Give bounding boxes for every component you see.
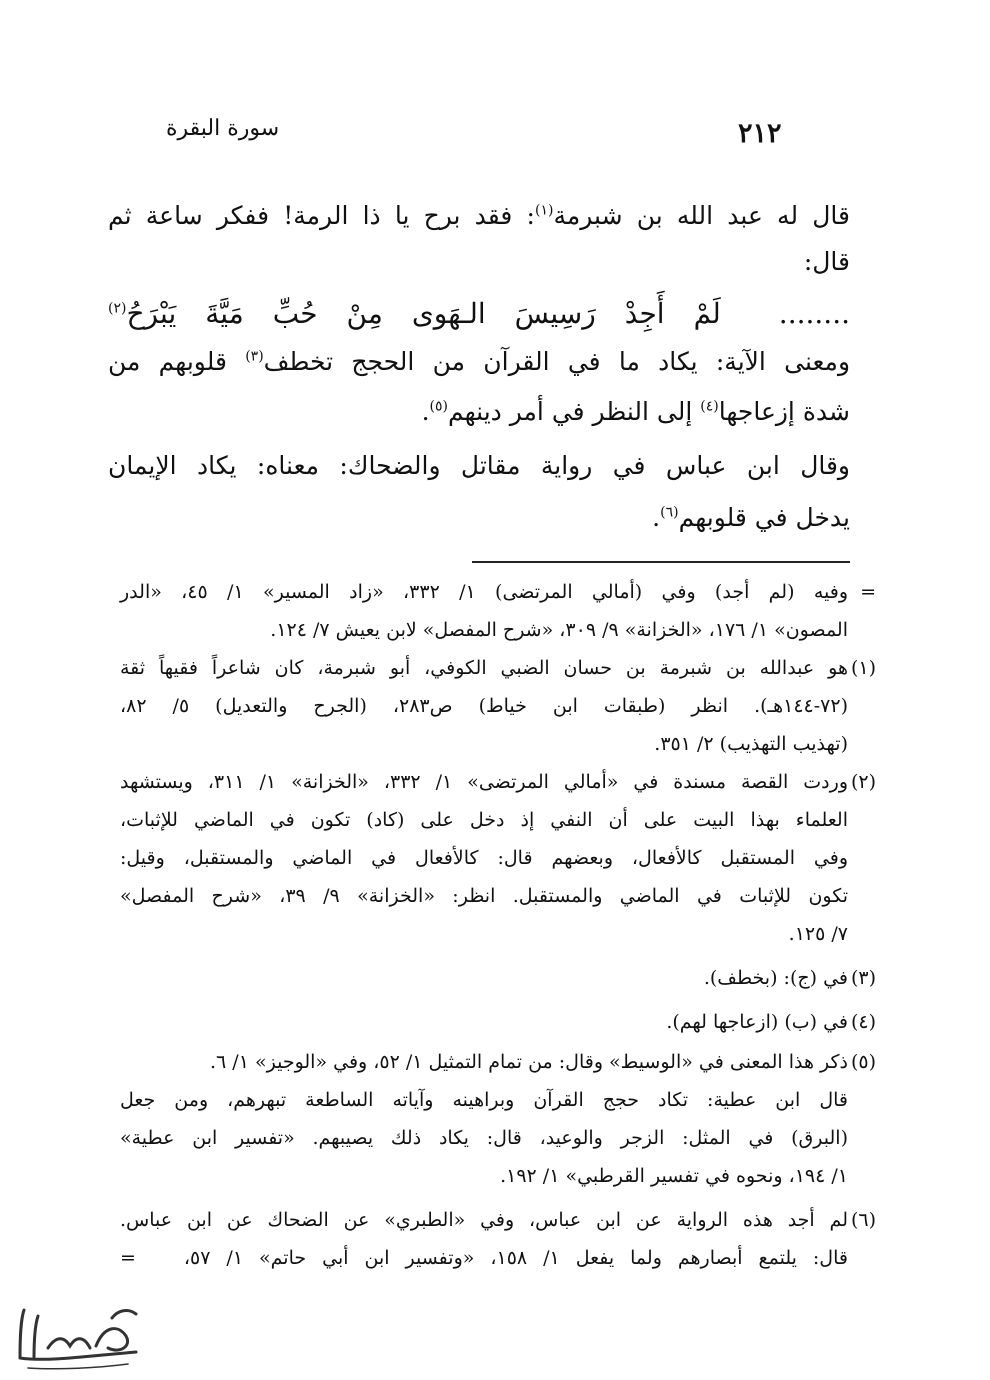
footnote-ref-6[interactable]: (٦): [660, 504, 679, 521]
main-line-5: شدة إزعاجها$^{(٤)}$ إلى النظر في أمر دينهم$^{(٥)}$.: [421, 397, 850, 426]
footnote-1-line-3: (تهذيب التهذيب) ٢/ ٣٥١.: [654, 733, 848, 755]
footnote-ref-2[interactable]: (٢): [108, 300, 127, 317]
main-line-7: يدخل في قلوبهم$^{(٦)}$.: [652, 503, 850, 532]
main-line-4: ومعنى الآية: يكاد ما في القرآن من الحجج تخطف$^{(٣)}$ قلوبهم من: [108, 347, 851, 376]
footnote-2-number: (٢): [850, 771, 876, 793]
footnote-1-number: (١): [850, 657, 876, 679]
footnote-2-line-1: (٢) وردت القصة مسندة في «أمالي المرتضى» ١/ ٣٣٢، «الخزانة» ١/ ٣١١، ويستشهد: [120, 766, 848, 798]
footnote-5-line-3: (البرق) في المثل: الزجر والوعيد، قال: يكاد ذلك يصيبهم. «تفسير ابن عطية»: [120, 1127, 848, 1149]
footnote-1-line-2: (٧٢-١٤٤هـ). انظر (طبقات ابن خياط) ص٢٨٣، (الجرح والتعديل) ٥/ ٨٢،: [120, 695, 848, 717]
footnote-2-line-5: ٧/ ١٢٥.: [788, 923, 848, 945]
footnote-1-line-1: (١) هو عبدالله بن شبرمة بن حسان الضبي الكوفي، أبو شبرمة، كان شاعراً فقيهاً ثقة: [120, 652, 848, 684]
footnote-ref-1[interactable]: (١): [534, 202, 554, 219]
footnote-continuation-line-1: = وفيه (لم أجد) وفي (أمالي المرتضى) ١/ ٣٣٢، «زاد المسير» ١/ ٤٥، «الدر: [120, 576, 848, 608]
footnote-3-number: (٣): [850, 967, 876, 989]
footnote-separator: [472, 561, 850, 563]
footnote-5-line-4: ١/ ١٩٤، ونحوه في تفسير القرطبي» ١/ ١٩٢.: [500, 1165, 848, 1187]
footnote-6-number: (٦): [850, 1209, 876, 1231]
footnote-6-line-1: (٦) لم أجد هذه الرواية عن ابن عباس، وفي «الطبري» عن الضحاك عن ابن عباس.: [120, 1204, 848, 1236]
footnote-3-line-1: (٣) في (ج): (بخطف).: [120, 962, 848, 994]
main-line-2: قال:: [803, 247, 850, 276]
footnote-ref-3[interactable]: (٣): [245, 348, 264, 365]
main-line-6: وقال ابن عباس في رواية مقاتل والضحاك: معناه: يكاد الإيمان: [108, 451, 850, 480]
continuation-mark: =: [860, 581, 876, 603]
footnote-2-line-4: تكون للإثبات في الماضي والمستقبل. انظر: «الخزانة» ٩/ ٣٩، «شرح المفصل»: [120, 885, 848, 907]
footnote-5-number: (٥): [850, 1051, 876, 1073]
footnote-5-line-1: (٥) ذكر هذا المعنى في «الوسيط» وقال: من تمام التمثيل ١/ ٥٢، وفي «الوجيز» ١/ ٦.: [120, 1046, 848, 1078]
publisher-logo-icon: [8, 1296, 148, 1372]
footnote-5-line-2: قال ابن عطية: تكاد حجج القرآن وبراهينه وآياته الساطعة تبهرهم، ومن جعل: [120, 1089, 848, 1111]
poetry-verse: ........ لَمْ أَجِدْ رَسِيسَ الـهَوى مِنْ حُبِّ مَيَّةَ يَبْرَحُ$^{(٢)}$: [108, 297, 850, 330]
footnote-ref-4[interactable]: (٤): [700, 398, 719, 415]
page-number: ٢١٢: [738, 118, 782, 149]
footnote-2-line-3: وفي المستقبل كالأفعال، وبعضهم قال: كالأفعال في الماضي والمستقبل، وقيل:: [120, 847, 848, 869]
footnote-6-line-2: قال: يلتمع أبصارهم ولما يفعل ١/ ١٥٨، «وتفسير ابن أبي حاتم» ١/ ٥٧، =: [120, 1247, 848, 1269]
footnote-continuation-line-2: المصون» ١/ ١٧٦، «الخزانة» ٩/ ٣٠٩، «شرح المفصل» لابن يعيش ٧/ ١٢٤.: [270, 619, 848, 641]
footnote-4-line-1: (٤) في (ب) (ازعاجها لهم).: [120, 1006, 848, 1038]
continuation-mark-end: =: [120, 1247, 136, 1269]
main-line-1: قال له عبد الله بن شبرمة$^{(١)}$: فقد برح يا ذا الرمة! ففكر ساعة ثم: [108, 201, 850, 230]
surah-title: سورة البقرة: [166, 116, 280, 141]
footnote-2-line-2: العلماء بهذا البيت على أن النفي إذ دخل على (كاد) تكون في الماضي للإثبات،: [120, 809, 848, 831]
footnote-4-number: (٤): [850, 1011, 876, 1033]
footnote-ref-5[interactable]: (٥): [429, 398, 448, 415]
